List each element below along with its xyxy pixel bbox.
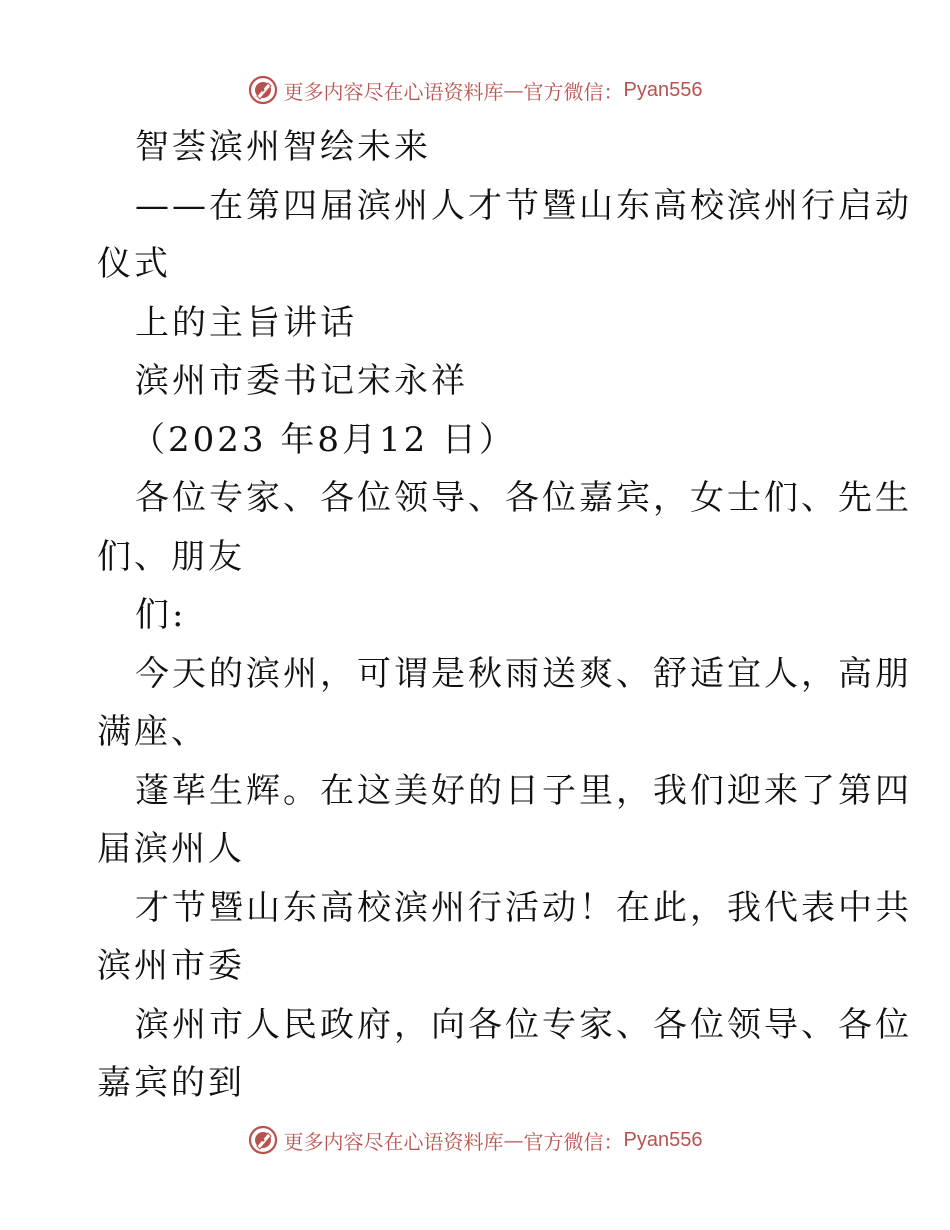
doc-paragraph-line: 蓬荜生辉。在这美好的日子里，我们迎来了第四 (135, 770, 912, 811)
watermark-wechat-id: Pyan556 (623, 78, 703, 101)
doc-subtitle-continuation: 仪式 (97, 244, 171, 284)
fountain-pen-logo-icon (248, 75, 278, 105)
doc-subtitle-line: 上的主旨讲话 (135, 302, 357, 343)
document-body (97, 118, 912, 1113)
doc-paragraph-line: 今天的滨州，可谓是秋雨送爽、舒适宜人，高朋 (135, 653, 912, 694)
fountain-pen-logo-icon (248, 1125, 278, 1155)
doc-paragraph-line: 各位专家、各位领导、各位嘉宾，女士们、先生 (135, 478, 912, 518)
doc-title: 智荟滨州智绘未来 (135, 127, 431, 167)
doc-date: （2023 年8月12 日） (131, 419, 517, 460)
doc-subtitle-line: ——在第四届滨州人才节暨山东高校滨州行启动 (135, 185, 912, 226)
watermark-dash: — (503, 1128, 524, 1152)
doc-paragraph-line: 滨州市人民政府，向各位专家、各位领导、各位 (135, 1004, 912, 1045)
doc-paragraph-line: 届滨州人 (97, 829, 245, 869)
watermark-text: 更多内容尽在心语资料库 (283, 79, 504, 104)
watermark-official-label: 官方微信： (523, 1129, 624, 1154)
watermark-header (0, 70, 950, 110)
watermark-official-label: 官方微信： (523, 79, 624, 104)
doc-paragraph-line: 才节暨山东高校滨州行活动！在此，我代表中共 (135, 887, 912, 928)
doc-paragraph-line: 满座、 (97, 712, 208, 752)
doc-paragraph-line: 们: (135, 595, 187, 635)
doc-paragraph-line: 们、朋友 (97, 536, 245, 577)
watermark-dash: — (503, 78, 524, 102)
doc-paragraph-line: 滨州市委 (97, 946, 245, 986)
watermark-wechat-id: Pyan556 (623, 1128, 703, 1151)
doc-paragraph-line: 嘉宾的到 (97, 1063, 245, 1103)
watermark-text: 更多内容尽在心语资料库 (283, 1129, 504, 1154)
watermark-footer (0, 1120, 950, 1160)
doc-author: 滨州市委书记宋永祥 (135, 361, 468, 401)
